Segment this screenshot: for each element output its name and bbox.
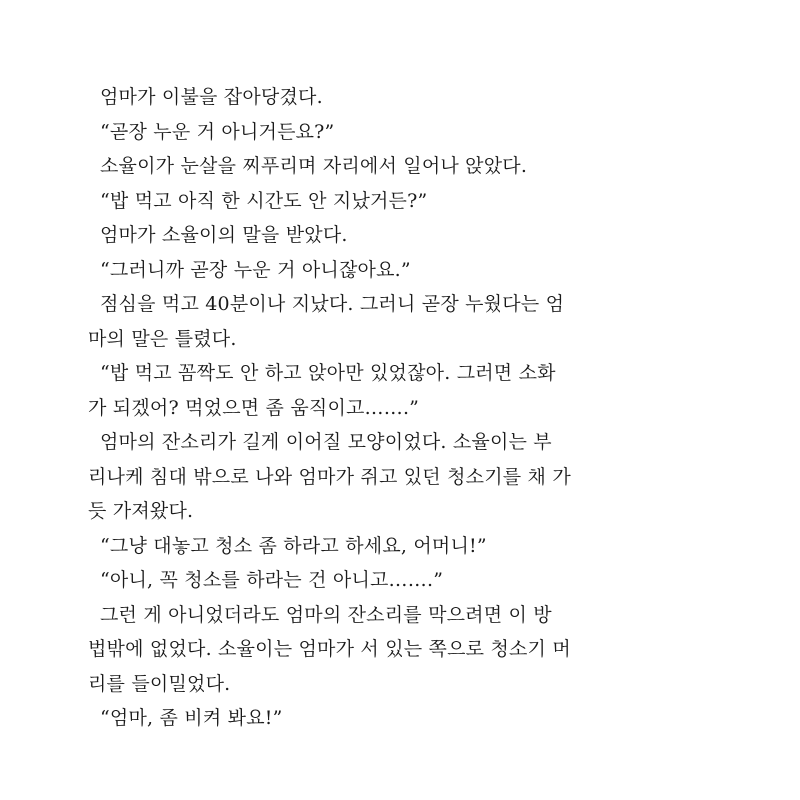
text-line: 엄마가 이불을 잡아당겼다. — [100, 86, 323, 108]
text-line: 마의 말은 틀렸다. — [88, 327, 237, 350]
paragraph — [100, 701, 700, 736]
paragraph — [100, 529, 700, 564]
text-line: 듯 가져왔다. — [88, 500, 194, 522]
text-line: “아니, 꼭 청소를 하라는 건 아니고…….” — [100, 569, 444, 591]
text-line: 그런 게 아니었더라도 엄마의 잔소리를 막으려면 이 방 — [100, 603, 552, 626]
text-line: 소율이가 눈살을 찌푸리며 자리에서 일어나 앉았다. — [100, 155, 528, 177]
text-line: 리를 들이밀었다. — [88, 672, 231, 695]
text-line: 법밖에 없었다. 소율이는 엄마가 서 있는 쪽으로 청소기 머 — [88, 638, 571, 660]
paragraph — [88, 598, 700, 702]
text-line: 점심을 먹고 40분이나 지났다. 그러니 곧장 누웠다는 엄 — [100, 293, 565, 315]
paragraph — [100, 218, 700, 253]
paragraph — [100, 184, 700, 219]
text-line: “밥 먹고 꼼짝도 안 하고 앉아만 있었잖아. 그러면 소화 — [100, 362, 556, 384]
paragraph — [100, 115, 700, 150]
paragraph — [100, 253, 700, 288]
text-line: “밥 먹고 아직 한 시간도 안 지났거든?” — [100, 189, 428, 212]
paragraph — [100, 563, 700, 598]
paragraph — [88, 425, 700, 529]
text-line: “곧장 누운 거 아니거든요?” — [100, 120, 335, 143]
text-line: 가 되겠어? 먹었으면 좀 움직이고…….” — [88, 396, 420, 419]
text-line: “엄마, 좀 비켜 봐요!” — [100, 707, 283, 729]
text-line: 엄마가 소율이의 말을 받았다. — [100, 224, 348, 246]
paragraph — [100, 149, 700, 184]
paragraph — [88, 287, 700, 356]
paragraph — [88, 356, 700, 425]
text-line: 엄마의 잔소리가 길게 이어질 모양이었다. 소율이는 부 — [100, 431, 552, 453]
text-line: 리나케 침대 밖으로 나와 엄마가 쥐고 있던 청소기를 채 가 — [88, 465, 571, 488]
text-line: “그냥 대놓고 청소 좀 하라고 하세요, 어머니!” — [100, 534, 487, 557]
text-line: “그러니까 곧장 누운 거 아니잖아요.” — [100, 258, 411, 281]
paragraph — [100, 80, 700, 115]
